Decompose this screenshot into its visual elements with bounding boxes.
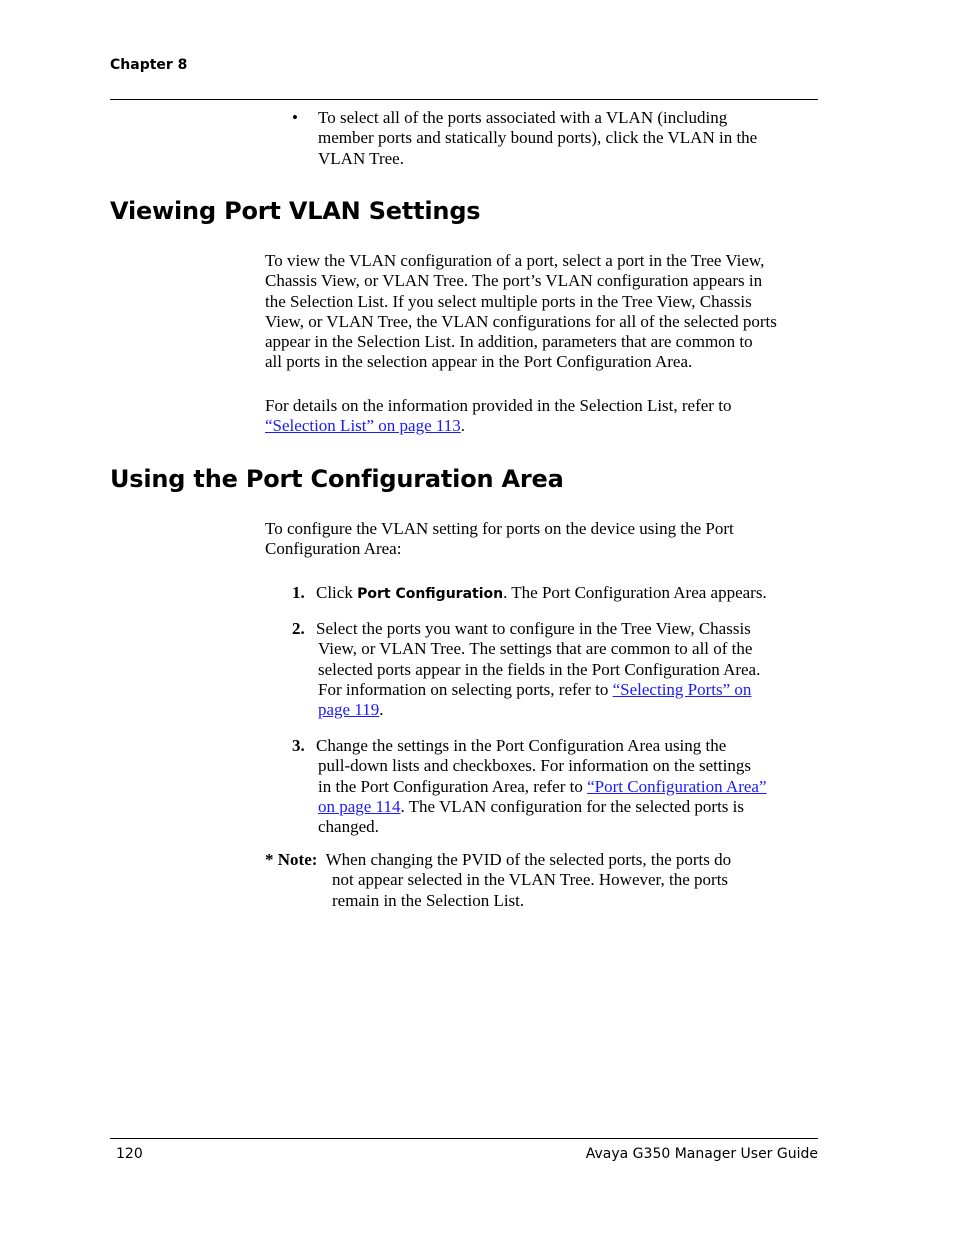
step-text: Click bbox=[316, 583, 358, 602]
note-label: * Note: bbox=[265, 850, 318, 869]
note-block bbox=[265, 850, 825, 911]
document-title: Avaya G350 Manager User Guide bbox=[585, 1146, 818, 1162]
section2-intro bbox=[265, 519, 825, 560]
section-heading-using: Using the Port Configuration Area bbox=[110, 465, 564, 493]
step-text: in the Port Configuration Area, refer to bbox=[318, 776, 588, 796]
section1-details-paragraph bbox=[265, 396, 825, 437]
step-number: 2. bbox=[292, 619, 305, 638]
selecting-ports-link[interactable]: “Selecting Ports” on bbox=[612, 679, 752, 699]
note-text: remain in the Selection List. bbox=[332, 890, 525, 910]
step-text: selected ports appear in the fields in the Port Configuration Area. bbox=[318, 659, 761, 679]
port-configuration-area-link-page[interactable]: on page 114 bbox=[318, 796, 401, 816]
period: . bbox=[379, 700, 384, 720]
step-text: Select the ports you want to configure in the Tree View, Chassis bbox=[316, 619, 751, 638]
paragraph-line: To configure the VLAN setting for ports on the device using the Port bbox=[265, 519, 734, 538]
bullet-line: To select all of the ports associated with a VLAN (including bbox=[318, 108, 728, 127]
paragraph-line: appear in the Selection List. In addition, parameters that are common to bbox=[265, 332, 753, 352]
section-heading-viewing: Viewing Port VLAN Settings bbox=[110, 197, 481, 225]
bullet-line: VLAN Tree. bbox=[318, 148, 404, 168]
footer-rule bbox=[110, 1138, 818, 1139]
step-3 bbox=[292, 736, 822, 837]
port-configuration-area-link[interactable]: “Port Configuration Area” bbox=[587, 776, 767, 796]
step-number: 3. bbox=[292, 736, 305, 755]
header-rule bbox=[110, 99, 818, 100]
step-2 bbox=[292, 619, 822, 720]
paragraph-line: View, or VLAN Tree, the VLAN configurations for all of the selected ports bbox=[265, 311, 777, 331]
paragraph-line: For details on the information provided in the Selection List, refer to bbox=[265, 396, 732, 415]
port-configuration-ui-label: Port Configuration bbox=[357, 586, 504, 602]
section1-paragraph bbox=[265, 251, 825, 373]
step-text: View, or VLAN Tree. The settings that are common to all of the bbox=[318, 639, 753, 659]
selecting-ports-link-page[interactable]: page 119 bbox=[318, 700, 380, 720]
selection-list-link[interactable]: “Selection List” on page 113 bbox=[265, 416, 461, 436]
bullet-line: member ports and statically bound ports), click the VLAN in the bbox=[318, 128, 758, 148]
paragraph-line: all ports in the selection appear in the Port Configuration Area. bbox=[265, 352, 693, 372]
step-1 bbox=[292, 583, 822, 604]
step-text: changed. bbox=[318, 817, 379, 837]
step-text: For information on selecting ports, refer to bbox=[318, 679, 613, 699]
bullet-item bbox=[292, 108, 818, 169]
paragraph-line: To view the VLAN configuration of a port, select a port in the Tree View, bbox=[265, 251, 765, 270]
step-number: 1. bbox=[292, 583, 305, 602]
note-text: When changing the PVID of the selected ports, the ports do bbox=[325, 850, 732, 869]
step-text: . The VLAN configuration for the selected ports is bbox=[400, 796, 745, 816]
bullet-symbol: • bbox=[292, 108, 298, 127]
paragraph-line: Chassis View, or VLAN Tree. The port’s VLAN configuration appears in bbox=[265, 271, 763, 291]
paragraph-line: Configuration Area: bbox=[265, 539, 402, 559]
page-number: 120 bbox=[116, 1146, 143, 1162]
step-text: pull-down lists and checkboxes. For information on the settings bbox=[318, 756, 751, 776]
chapter-header: Chapter 8 bbox=[110, 57, 188, 73]
step-text: . The Port Configuration Area appears. bbox=[503, 583, 767, 602]
paragraph-line: the Selection List. If you select multiple ports in the Tree View, Chassis bbox=[265, 291, 752, 311]
note-text: not appear selected in the VLAN Tree. However, the ports bbox=[332, 870, 729, 890]
step-text: Change the settings in the Port Configuration Area using the bbox=[316, 736, 727, 755]
period: . bbox=[460, 416, 466, 436]
